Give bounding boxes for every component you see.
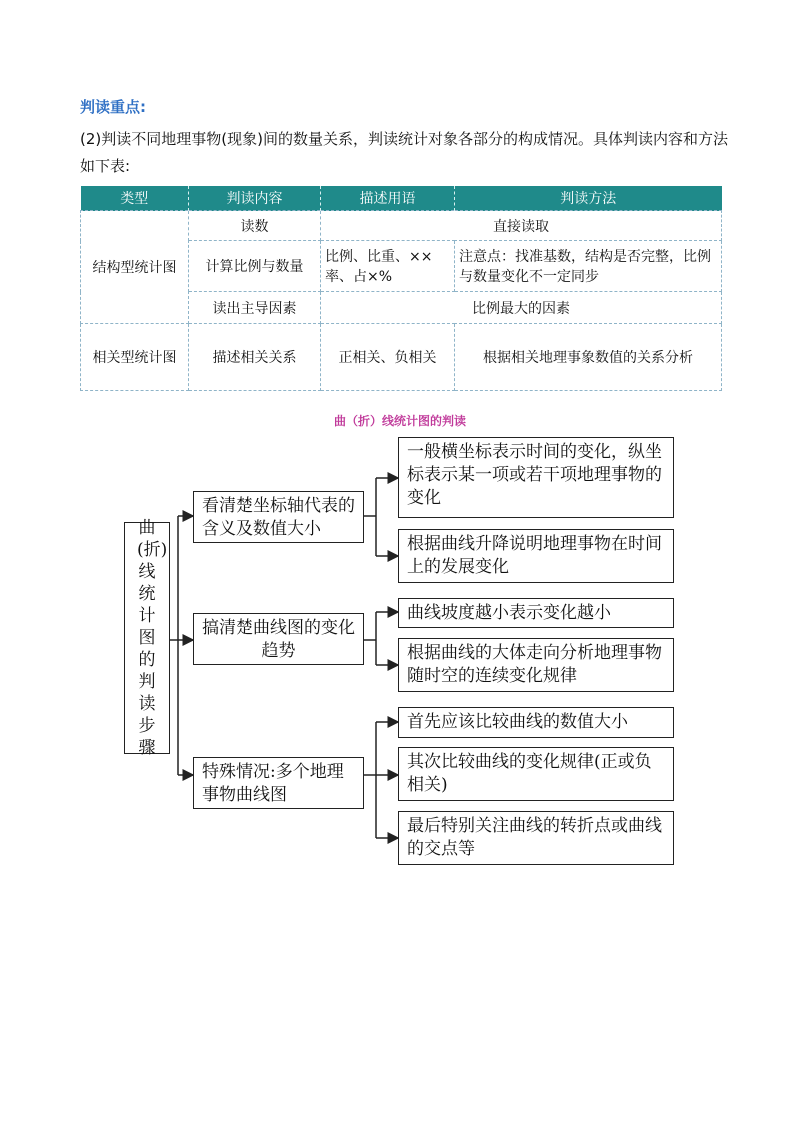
root-box: [124, 518, 170, 758]
branch-box-special: [193, 757, 364, 809]
leaf-box: [398, 811, 674, 865]
leaf-label: 曲线坡度越小表示变化越小: [407, 603, 611, 623]
branch-label: 看清楚坐标轴代表的含义及数值大小: [202, 496, 355, 539]
leaf-box: [398, 437, 674, 518]
leaf-label: 根据曲线升降说明地理事物在时间上的发展变化: [407, 534, 662, 577]
leaf-label: 一般横坐标表示时间的变化，纵坐标表示某一项或若干项地理事物的变化: [407, 442, 662, 508]
header-method: 判读方法: [455, 186, 722, 211]
leaf-label: 首先应该比较曲线的数值大小: [407, 712, 628, 732]
type-cell: 相关型统计图: [81, 324, 189, 391]
leaf-box: [398, 598, 674, 628]
content-cell: 描述相关关系: [189, 324, 321, 391]
diagram-caption: 曲（折）线统计图的判读: [333, 414, 466, 428]
leaf-box: [398, 529, 674, 583]
leaf-box: [398, 707, 674, 738]
header-type: 类型: [81, 186, 189, 211]
leaf-label: 最后特别关注曲线的转折点或曲线的交点等: [407, 816, 662, 859]
header-content: 判读内容: [189, 186, 321, 211]
content-cell: 计算比例与数量: [189, 241, 321, 292]
terms-cell: 正相关、负相关: [321, 324, 455, 391]
method-cell: 根据相关地理事象数值的关系分析: [455, 324, 722, 391]
type-cell: 结构型统计图: [81, 211, 189, 324]
header-terms: 描述用语: [321, 186, 455, 211]
section-heading: 判读重点:: [80, 98, 146, 116]
content-cell: 读数: [189, 211, 321, 241]
method-cell: 直接读取: [321, 211, 722, 241]
leaf-box: [398, 747, 674, 801]
terms-cell: 比例、比重、××率、占×%: [321, 241, 455, 292]
branch-label: 特殊情况:多个地理事物曲线图: [202, 762, 344, 805]
method-cell: 比例最大的因素: [321, 292, 722, 324]
method-cell: 注意点：找准基数，结构是否完整，比例与数量变化不一定同步: [455, 241, 722, 292]
leaf-label: 根据曲线的大体走向分析地理事物随时空的连续变化规律: [407, 643, 662, 686]
leaf-box: [398, 638, 674, 692]
intro-paragraph: (2)判读不同地理事物(现象)间的数量关系，判读统计对象各部分的构成情况。具体判读内容和方法如下表:: [80, 130, 728, 175]
root-label: 曲(折)线统计图的判读步骤: [137, 518, 168, 758]
content-cell: 读出主导因素: [189, 292, 321, 324]
branch-box-axes: [193, 491, 364, 543]
branch-box-trend: [193, 613, 364, 665]
branch-label: 搞清楚曲线图的变化趋势: [202, 618, 355, 661]
leaf-label: 其次比较曲线的变化规律(正或负相关): [407, 752, 652, 795]
